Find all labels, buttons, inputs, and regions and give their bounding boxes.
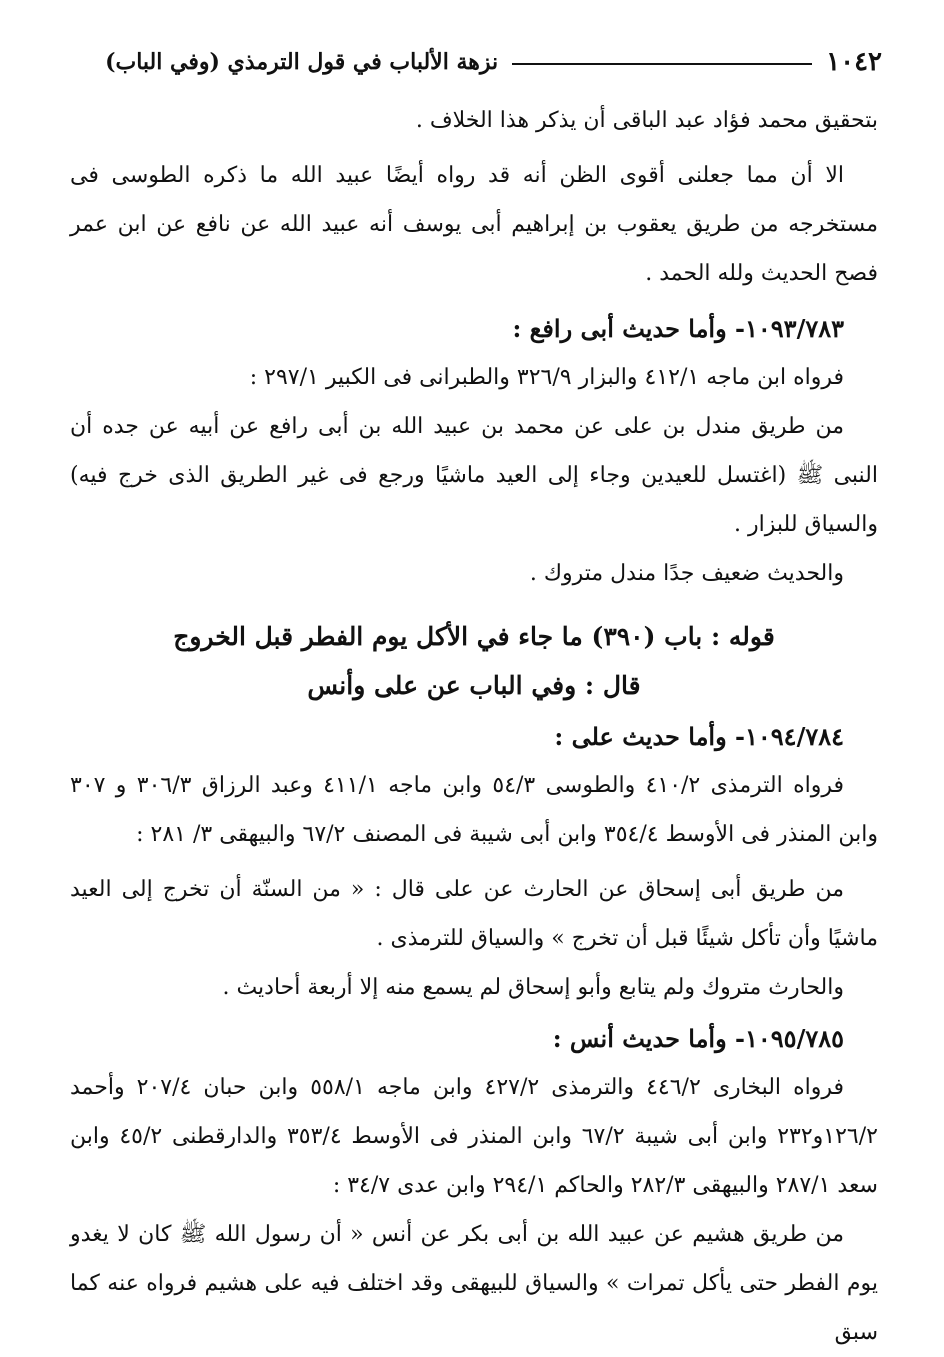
- body-paragraph: من طريق هشيم عن عبيد الله بن أبى بكر عن أنس « أن رسول الله ﷺ كان لا يغدو يوم الفطر حتى يأكل تمرات » والسياق للبيهقى وقد اختلف فيه على هشيم فرواه عنه كما سبق: [70, 1222, 878, 1345]
- page-body: [70, 96, 878, 1357]
- running-title: نزهة الألباب في قول الترمذي (وفي الباب): [105, 49, 499, 75]
- hadith-entry-heading: ١٠٩٤/٧٨٤- وأما حديث على :: [554, 722, 844, 751]
- body-paragraph: من طريق مندل بن على عن محمد بن عبيد الله بن أبى رافع عن أبيه عن جده أن النبى ﷺ (اغتسل للعيدين وجاء إلى العيد ماشيًا ورجع فى غير الطريق الذى خرج فيه) والسياق للبزار .: [70, 414, 878, 537]
- body-paragraph: فرواه الترمذى ٤١٠/٢ والطوسى ٥٤/٣ وابن ماجه ٤١١/١ وعبد الرزاق ٣٠٦/٣ و ٣٠٧ وابن المنذر فى الأوسط ٣٥٤/٤ وابن أبى شيبة فى المصنف ٦٧/٢ والبيهقى ٣/ ٢٨١ :: [70, 773, 878, 847]
- chapter-heading: قوله : باب (٣٩٠) ما جاء في الأكل يوم الفطر قبل الخروج: [173, 622, 775, 651]
- body-paragraph: من طريق أبى إسحاق عن الحارث عن على قال : « من السنّة أن تخرج إلى العيد ماشيًا وأن تأكل شيئًا قبل أن تخرج » والسياق للترمذى .: [70, 877, 878, 951]
- header-rule: [512, 63, 812, 65]
- hadith-entry-heading: ١٠٩٣/٧٨٣- وأما حديث أبى رافع :: [512, 314, 844, 343]
- body-paragraph: بتحقيق محمد فؤاد عبد الباقى أن يذكر هذا الخلاف .: [415, 108, 878, 133]
- chapter-subheading: قال : وفي الباب عن على وأنس: [307, 671, 641, 700]
- body-paragraph: والحارث متروك ولم يتابع وأبو إسحاق لم يسمع منه إلا أربعة أحاديث .: [222, 975, 844, 1000]
- page-header: [82, 40, 882, 84]
- body-paragraph: الا أن مما جعلنى أقوى الظن أنه قد رواه أيضًا عبيد الله ما ذكره الطوسى فى مستخرجه من طريق يعقوب بن إبراهيم أبى يوسف أنه عبيد الله عن نافع عن ابن عمر فصح الحديث ولله الحمد .: [70, 163, 878, 286]
- hadith-entry-heading: ١٠٩٥/٧٨٥- وأما حديث أنس :: [552, 1024, 844, 1053]
- body-paragraph: والحديث ضعيف جدًا مندل متروك .: [529, 561, 844, 586]
- body-paragraph: فرواه ابن ماجه ٤١٢/١ والبزار ٣٢٦/٩ والطبرانى فى الكبير ٢٩٧/١ :: [249, 365, 844, 390]
- page-number: ١٠٤٢: [826, 47, 882, 77]
- body-paragraph: فرواه البخارى ٤٤٦/٢ والترمذى ٤٢٧/٢ وابن ماجه ٥٥٨/١ وابن حبان ٢٠٧/٤ وأحمد ١٢٦/٢و٢٣٢ وابن أبى شيبة ٦٧/٢ وابن المنذر فى الأوسط ٣٥٣/٤ والدارقطنى ٤٥/٢ وابن سعد ٢٨٧/١ والبيهقى ٢٨٢/٣ والحاكم ٢٩٤/١ وابن عدى ٣٤/٧ :: [70, 1075, 878, 1198]
